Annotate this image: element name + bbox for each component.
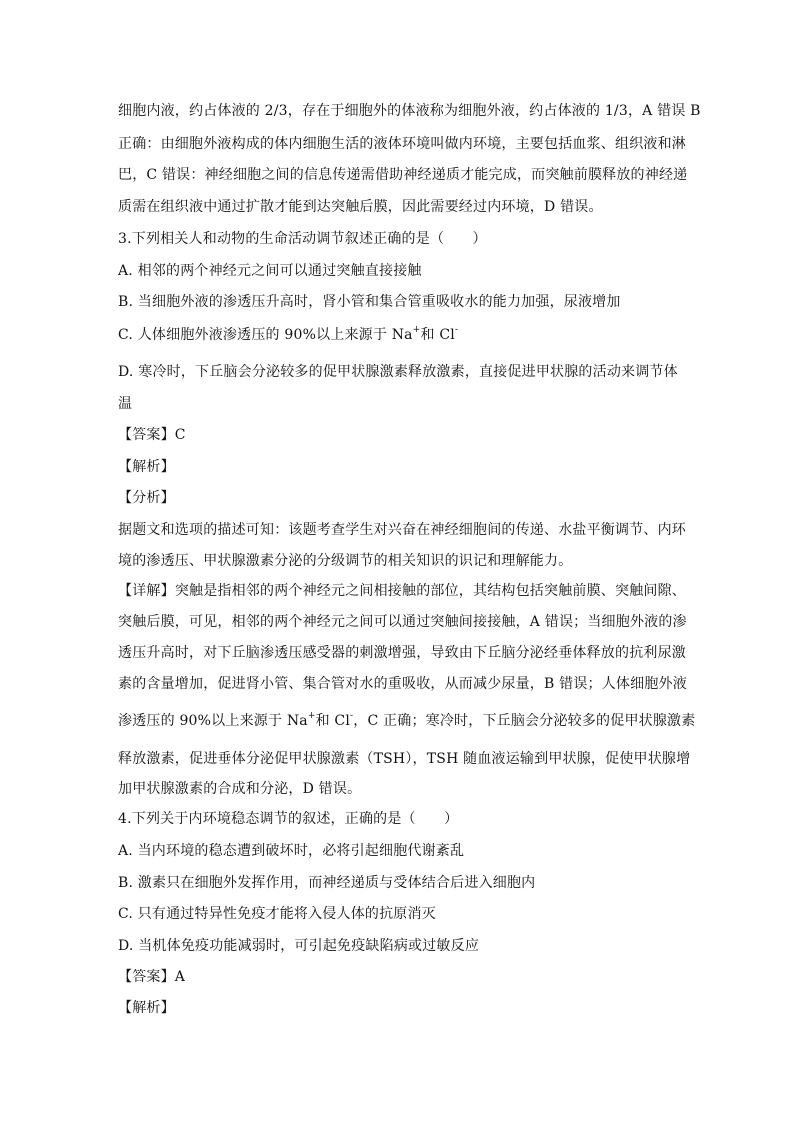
chloride-charge: - [454,325,459,336]
question-4-option-c: C. 只有通过特异性免疫才能将入侵人体的抗原消灭 [118,906,436,922]
detail-text: 突触是指相邻的两个神经元之间相接触的部位，其结构包括突触前膜、突触间隙、 [174,583,687,599]
question-3-option-b: B. 当细胞外液的渗透压升高时，肾小管和集合管重吸收水的能力加强，尿液增加 [118,294,621,310]
detail-line: 素的含量增加，促进肾小管、集合管对水的重吸收，从而减少尿量，B 错误；人体细胞外液 [118,676,687,692]
detail-line: 透压升高时，对下丘脑渗透压感受器的刺激增强，导致由下丘脑分泌经垂体释放的抗利尿激 [118,645,686,661]
detail-line [118,712,695,730]
question-3-option-a: A. 相邻的两个神经元之间可以通过突触直接接触 [118,263,422,279]
option-c-text: 和 Cl [420,327,455,343]
question-3-option-d-cont: 温 [118,396,133,412]
detail-line: 释放激素，促进垂体分泌促甲状腺激素（TSH），TSH 随血液运输到甲状腺，促使甲状腺增 [118,751,691,767]
analysis-line: 据题文和选项的描述可知：该题考查学生对兴奋在神经细胞间的传递、水盐平衡调节、内环 [118,522,686,538]
detail-text: 和 Cl [315,713,351,729]
detail-line [118,582,686,600]
detail-text: ，C 正确；寒冷时，下丘脑会分泌较多的促甲状腺激素 [353,713,696,729]
detail-line: 突触后膜，可见，相邻的两个神经元之间可以通过突触间接接触，A 错误；当细胞外液的渗 [118,614,687,630]
analysis-line: 境的渗透压、甲状腺激素分泌的分级调节的相关知识的识记和理解能力。 [118,553,573,569]
detail-line: 加甲状腺激素的合成和分泌，D 错误。 [118,781,362,797]
question-3-option-d: D. 寒冷时，下丘脑会分泌较多的促甲状腺激素释放激素，直接促进甲状腺的活动来调节体 [118,364,678,380]
paragraph-line: 巴，C 错误：神经细胞之间的信息传递需借助神经递质才能完成，而突触前膜释放的神经递 [118,167,688,183]
question-3-option-c [118,326,458,344]
paragraph-line: 细胞内液，约占体液的 2/3，存在于细胞外的体液称为细胞外液，约占体液的 1/3，A 错误 B [118,103,701,119]
explanation-label: 【解析】 [118,459,175,475]
explanation-label: 【解析】 [118,1000,175,1016]
sodium-charge: + [412,325,421,336]
analysis-label: 【分析】 [118,490,175,506]
question-4-stem: 4.下列关于内环境稳态调节的叙述，正确的是（ ） [118,811,459,827]
detail-text: 渗透压的 90%以上来源于 Na [118,713,308,729]
answer-label: 【答案】A [118,969,186,985]
detail-label: 【详解】 [118,583,175,599]
question-4-option-d: D. 当机体免疫功能减弱时，可引起免疫缺陷病或过敏反应 [118,938,480,954]
question-4-option-a: A. 当内环境的稳态遭到破坏时，必将引起细胞代谢紊乱 [118,843,465,859]
sodium-charge: + [307,711,316,722]
question-4-option-b: B. 激素只在细胞外发挥作用，而神经递质与受体结合后进入细胞内 [118,875,536,891]
answer-label: 【答案】C [118,427,186,443]
chloride-charge: - [350,711,354,722]
paragraph-line: 正确：由细胞外液构成的体内细胞生活的液体环境叫做内环境，主要包括血浆、组织液和淋 [118,136,686,152]
option-c-text: C. 人体细胞外液渗透压的 90%以上来源于 Na [118,327,413,343]
paragraph-line: 质需在组织液中通过扩散才能到达突触后膜，因此需要经过内环境，D 错误。 [118,199,603,215]
question-3-stem: 3.下列相关人和动物的生命活动调节叙述正确的是（ ） [118,231,487,247]
